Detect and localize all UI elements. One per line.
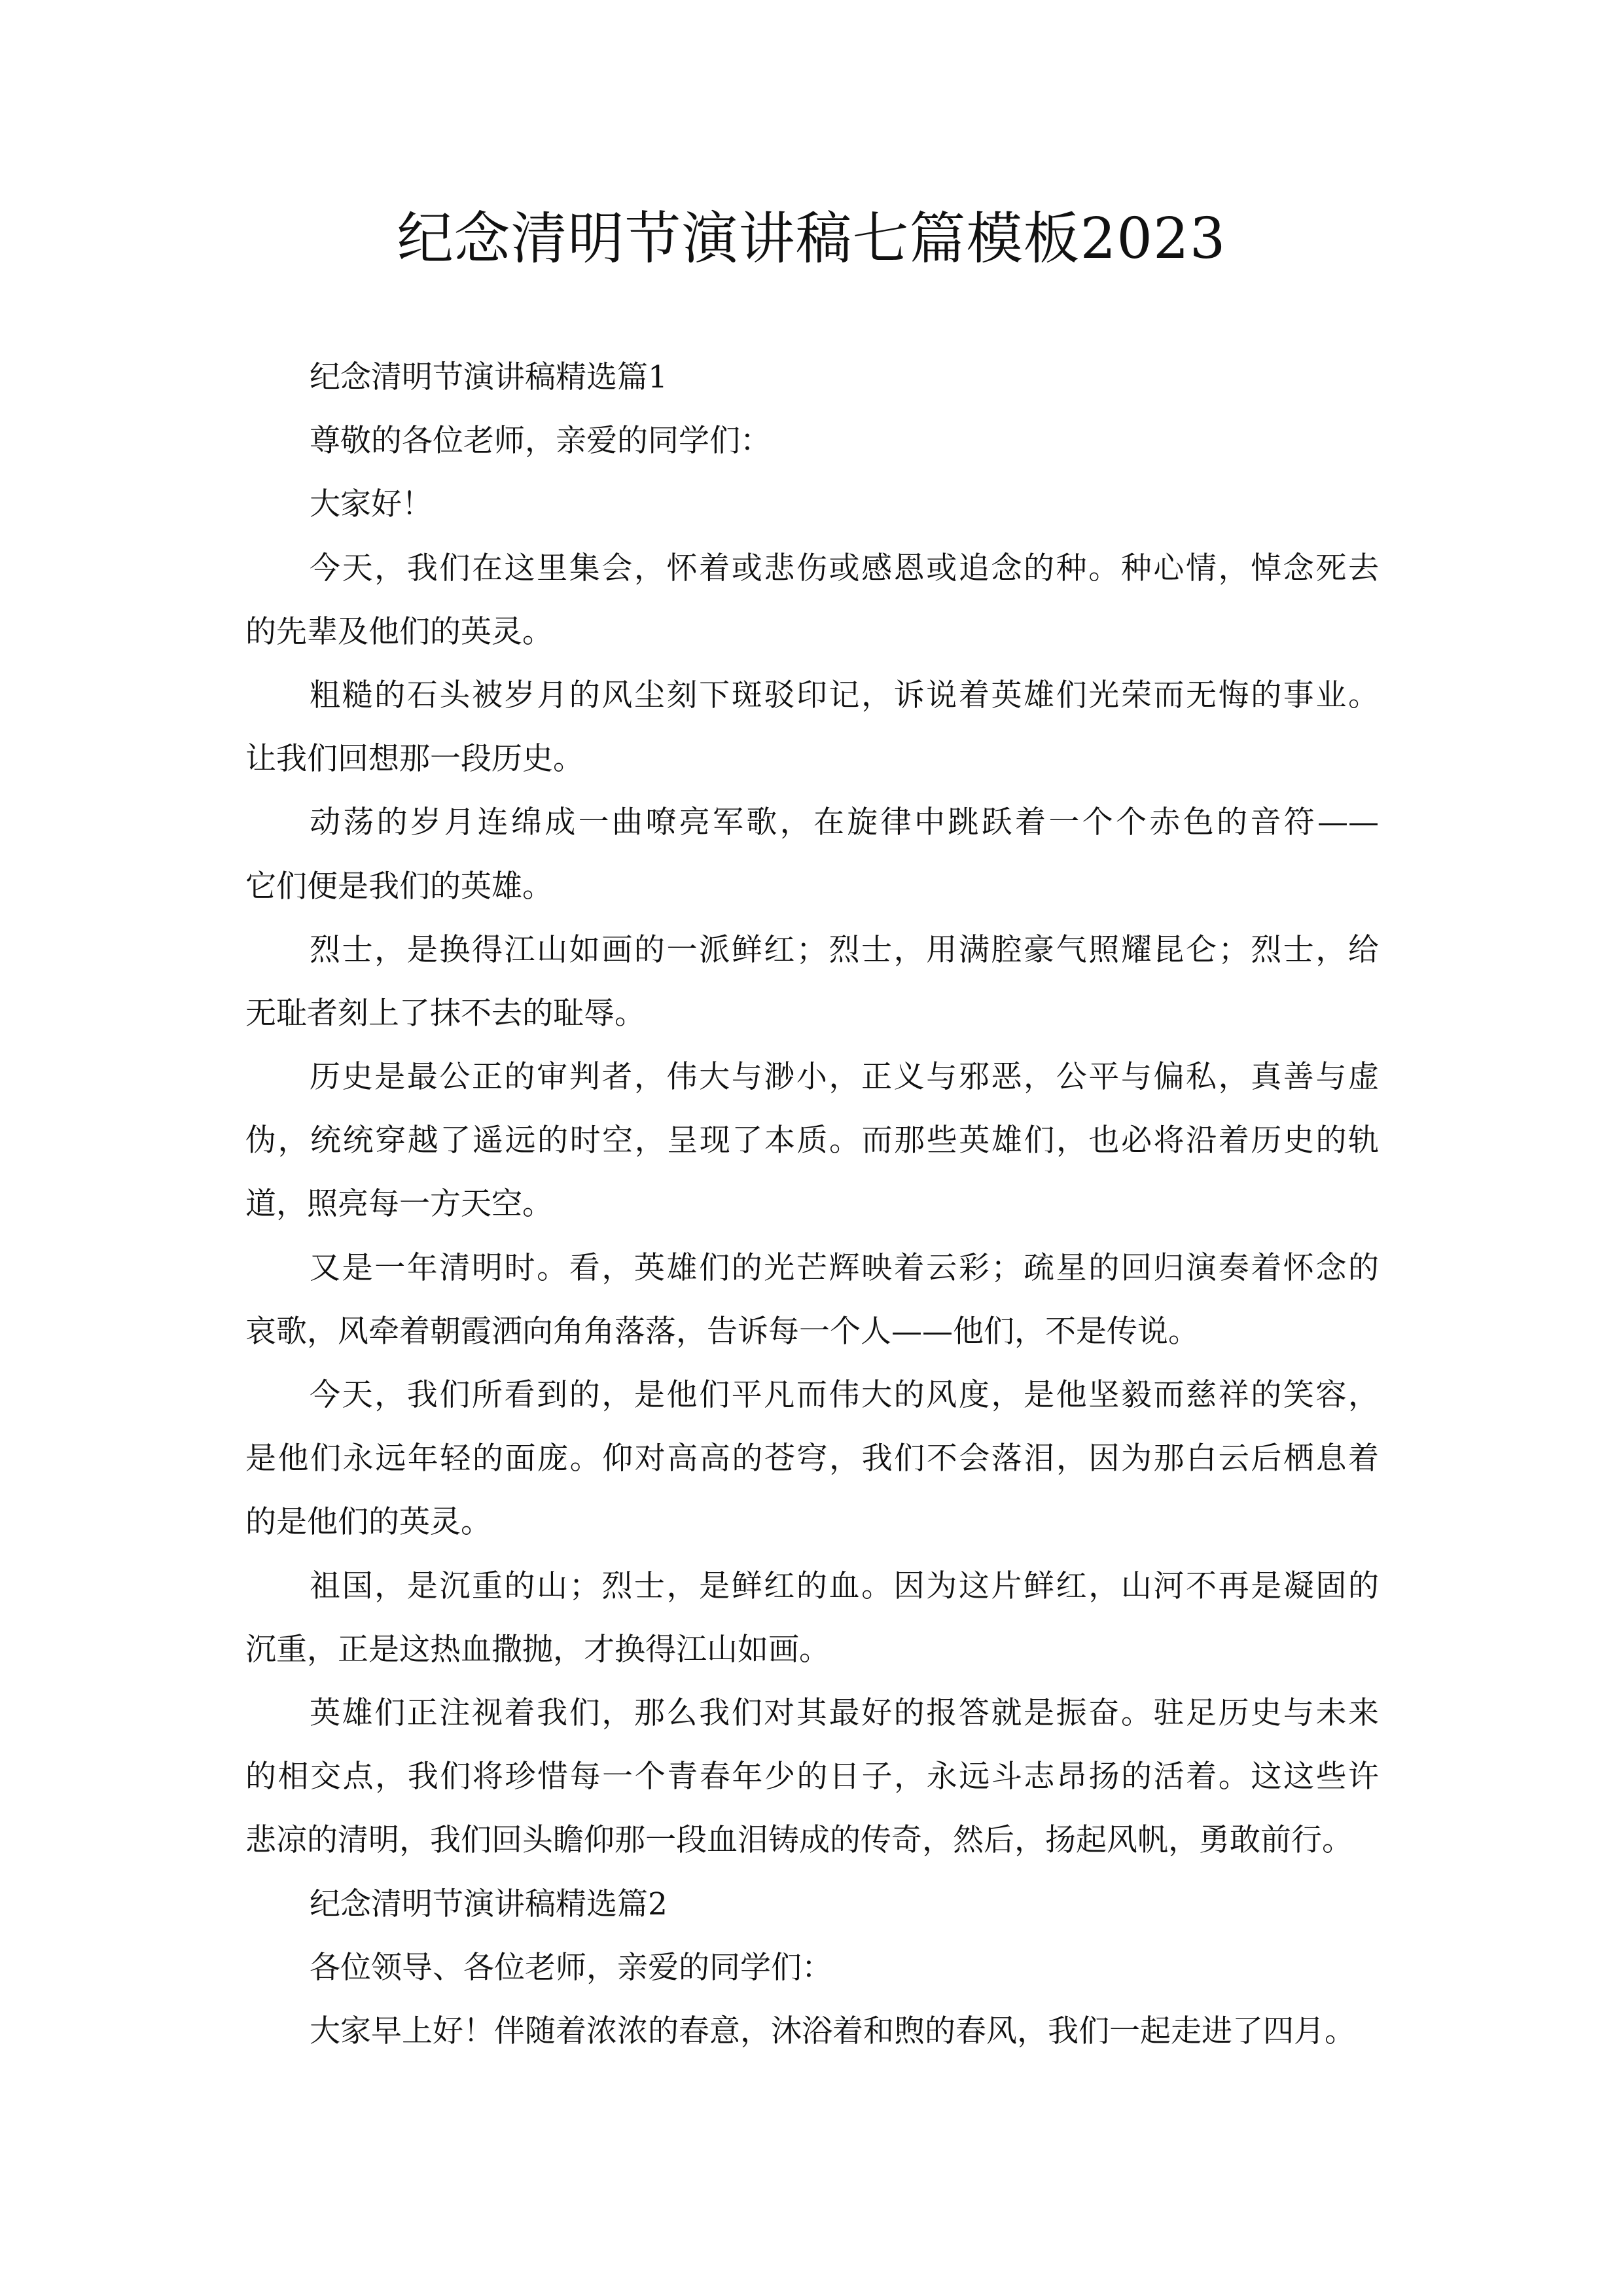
paragraph-line: 动荡的岁月连绵成一曲嘹亮军歌，在旋律中跳跃着一个个赤色的音符—— bbox=[310, 804, 1379, 841]
paragraph-line: 尊敬的各位老师，亲爱的同学们： bbox=[310, 423, 771, 459]
paragraph bbox=[245, 346, 1379, 409]
paragraph-line: 粗糙的石头被岁月的风尘刻下斑驳印记，诉说着英雄们光荣而无悔的事业。 bbox=[310, 677, 1379, 713]
paragraph bbox=[245, 918, 1379, 1045]
paragraph-line: 祖国，是沉重的山；烈士，是鲜红的血。因为这片鲜红，山河不再是凝固的 bbox=[310, 1568, 1379, 1604]
paragraph bbox=[245, 664, 1379, 791]
paragraph-line: 悲凉的清明，我们回头瞻仰那一段血泪铸成的传奇，然后，扬起风帆，勇敢前行。 bbox=[245, 1822, 1353, 1859]
paragraph-line: 纪念清明节演讲稿精选篇2 bbox=[310, 1886, 668, 1922]
paragraph-line: 今天，我们所看到的，是他们平凡而伟大的风度，是他坚毅而慈祥的笑容， bbox=[310, 1377, 1379, 1413]
paragraph-line: 的先辈及他们的英灵。 bbox=[245, 613, 553, 650]
paragraph bbox=[245, 409, 1379, 473]
paragraph-line: 的是他们的英灵。 bbox=[245, 1504, 491, 1541]
paragraph bbox=[245, 1873, 1379, 1936]
paragraph-line: 今天，我们在这里集会，怀着或悲伤或感恩或追念的种。种心情，悼念死去 bbox=[310, 550, 1379, 586]
paragraph bbox=[245, 1363, 1379, 1554]
paragraph-line: 无耻者刻上了抹不去的耻辱。 bbox=[245, 995, 645, 1031]
document-title: 纪念清明节演讲稿七篇模板2023 bbox=[397, 206, 1226, 272]
paragraph-line: 让我们回想那一段历史。 bbox=[245, 741, 584, 778]
paragraph bbox=[245, 473, 1379, 536]
paragraph-line: 伪，统统穿越了遥远的时空，呈现了本质。而那些英雄们，也必将沿着历史的轨 bbox=[245, 1122, 1379, 1159]
paragraph-line: 各位领导、各位老师，亲爱的同学们： bbox=[310, 1949, 832, 1986]
paragraph bbox=[245, 791, 1379, 918]
paragraph bbox=[245, 1554, 1379, 1681]
paragraph-line: 哀歌，风牵着朝霞洒向角角落落，告诉每一个人——他们，不是传说。 bbox=[245, 1313, 1199, 1350]
paragraph-line: 沉重，正是这热血撒抛，才换得江山如画。 bbox=[245, 1631, 830, 1668]
paragraph-line: 又是一年清明时。看，英雄们的光芒辉映着云彩；疏星的回归演奏着怀念的 bbox=[310, 1249, 1379, 1286]
document-body bbox=[245, 346, 1379, 2063]
paragraph-line: 大家好！ bbox=[310, 486, 433, 523]
paragraph bbox=[245, 1936, 1379, 2000]
paragraph bbox=[245, 1681, 1379, 1873]
paragraph-line: 历史是最公正的审判者，伟大与渺小，正义与邪恶，公平与偏私，真善与虚 bbox=[310, 1059, 1379, 1096]
paragraph-line: 纪念清明节演讲稿精选篇1 bbox=[310, 359, 668, 395]
paragraph-line: 是他们永远年轻的面庞。仰对高高的苍穹，我们不会落泪，因为那白云后栖息着 bbox=[245, 1441, 1379, 1477]
paragraph-line: 道，照亮每一方天空。 bbox=[245, 1186, 553, 1223]
paragraph bbox=[245, 2000, 1379, 2063]
paragraph bbox=[245, 1236, 1379, 1363]
paragraph-line: 它们便是我们的英雄。 bbox=[245, 868, 553, 905]
paragraph bbox=[245, 1045, 1379, 1236]
paragraph-line: 的相交点，我们将珍惜每一个青春年少的日子，永远斗志昂扬的活着。这这些许 bbox=[245, 1759, 1379, 1795]
paragraph-line: 烈士，是换得江山如画的一派鲜红；烈士，用满腔豪气照耀昆仑；烈士，给 bbox=[310, 931, 1379, 968]
paragraph bbox=[245, 537, 1379, 664]
paragraph-line: 英雄们正注视着我们，那么我们对其最好的报答就是振奋。驻足历史与未来 bbox=[310, 1695, 1379, 1731]
paragraph-line: 大家早上好！伴随着浓浓的春意，沐浴着和煦的春风，我们一起走进了四月。 bbox=[310, 2013, 1355, 2049]
